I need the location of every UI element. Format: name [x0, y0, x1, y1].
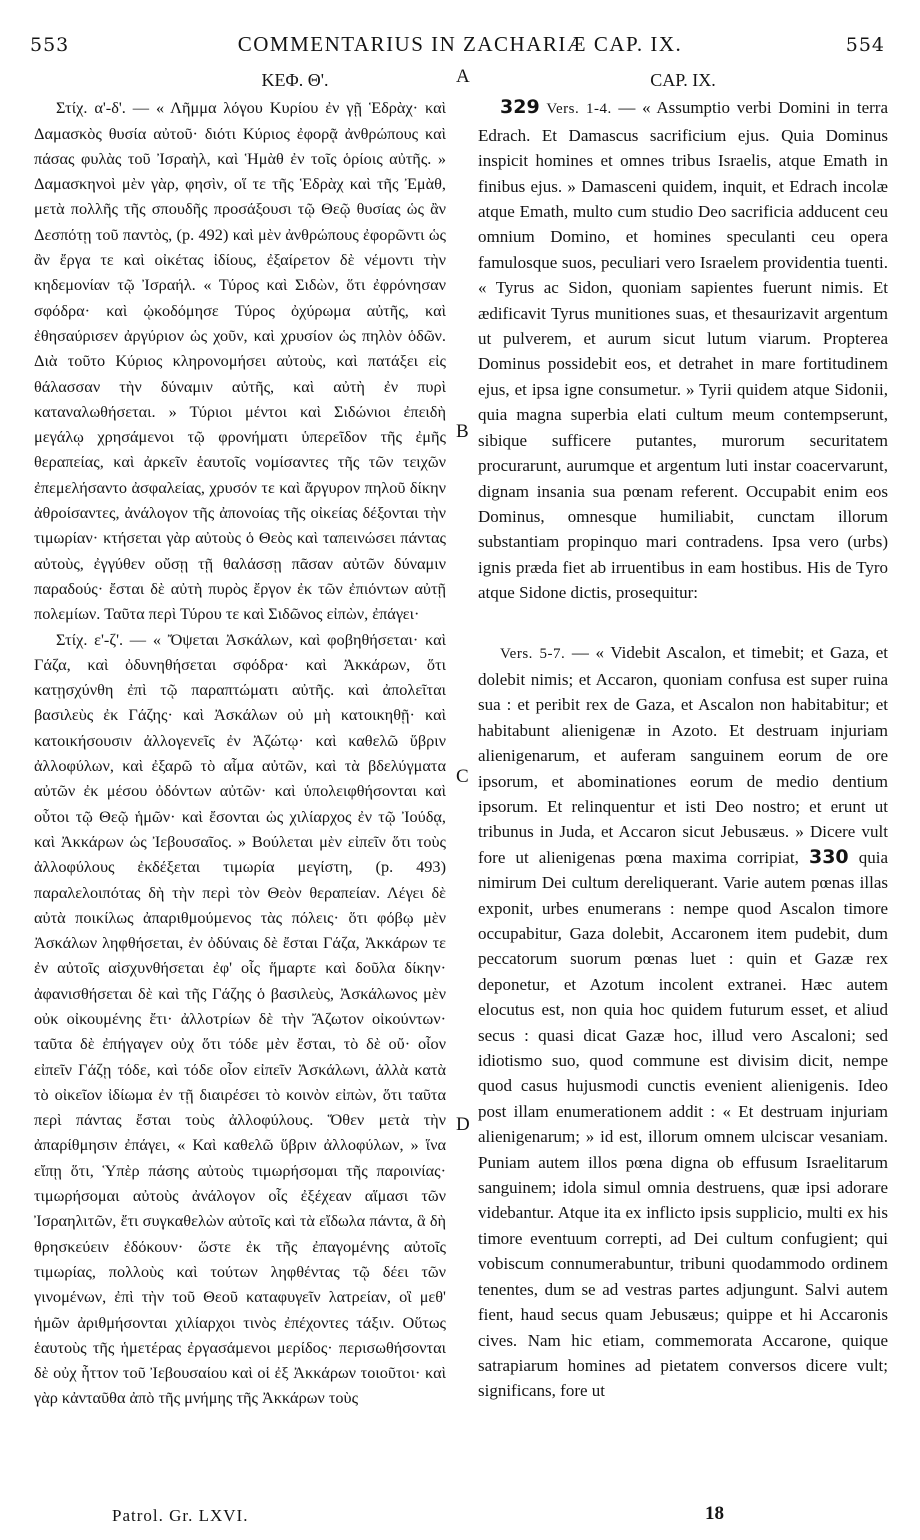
page-header: [0, 30, 920, 60]
margin-marker-c: C: [456, 766, 469, 787]
latin-text-1: — « Assumptio verbi Domini in terra Edrach. Et Damascus sacrificium ejus. Quia Dominus inspicit homines et omnes tribus Israelis, atque Emath in finibus ejus. » Damasceni quidem, inquit, et Edrach incolæ atque Emath, multo cum studio Deo sacrificia adducent ceu omnium Domino, et homines speculanti ceu opera famulosque suos, peculiari vero Israelem providentia tuenti. « Tyrus ac Sidon, quoniam sapientes fuerunt nimis. Et ædificavit Tyrus munitiones suas, et thesaurizavit argentum ut pulverem, et aurum sicut lutum viarum. Propterea Dominus possidebit eos, et detrahet in mare fortitudinem ejus, et ipsa igne consumetur. » Tyrii quidem atque Sidonii, quia magna superbia elati cultum meum contempserunt, sibique sufficere putantes, murorum securitatem procurarunt, aurumque et argentum luti instar coacervarunt, dignam insania sua pœnam referent. Occupabit enim eos Dominus, omnesque humiliabit, cunctam illorum substantiam propinquo mari contradens. Ipsa vero (urbs) ignis præda fiet ab irruentibus in eam hostibus. His de Tyro atque Sidone dictis, prosequitur:: [478, 98, 888, 603]
latin-chapter-heading: CAP. IX.: [650, 70, 716, 90]
footer-signature: 18: [705, 1503, 724, 1524]
latin-text-2a: — « Videbit Ascalon, et timebit; et Gaza, et dolebit nimis; et Accaron, quoniam confusa est super ruina sua : et peribit rex de Gaza, et Ascalon non habitabitur; et habitabunt alienigenæ in Azoto. Et destruam injuriam alienigenarum, et auferam sanguinem eorum de ore ipsorum, et abominationes eorum de medio dentium ipsorum. Et relinquentur et isti Deo nostro; et erunt ut tribunus in Juda, et Accaron sicut Jebusæus. » Dicere vult fore ut alienigenas pœna maxima corripiat,: [478, 642, 888, 867]
latin-paragraph-2: [478, 640, 888, 1404]
latin-paragraph-1: [478, 95, 888, 605]
greek-paragraph-2: Στίχ. ε'-ζ'. — « Ὄψεται Ἀσκάλων, καὶ φοβηθήσεται· καὶ Γάζα, καὶ ὀδυνηθήσεται σφόδρα· καὶ Ἀκκάρων, ὅτι κατῃσχύνθη ἐπὶ τῷ παραπτώματι αὐτῆς. καὶ ἀπολεῖται βασιλεὺς ἐκ Γάζης· καὶ Ἀσκάλων οὐ μὴ κατοικηθῇ· καὶ κατοικήσουσιν ἀλλογενεῖς ἐν Ἀζώτῳ· καὶ καθελῶ ὕβριν ἀλλοφύλων, καὶ ἐξαρῶ τὸ αἷμα αὐτῶν, καὶ τὰ βδελύγματα αὐτῶν ἐκ μέσου ὀδόντων αὐτῶν· καὶ ὑπολειφθήσονται καὶ οὗτοι τῷ Θεῷ ἡμῶν· καὶ ἔσονται ὡς χιλίαρχος ἐν τῷ Ἰούδᾳ, καὶ Ἀκκάρων ὡς Ἰεβουσαῖος. » Βούλεται μὲν εἰπεῖν ὅτι τοὺς ἀλλοφύλους ἐκδέξεται τιμωρία μεγίστη, (p. 493) παραλελοιπότας δὴ τὴν περὶ τὸν Θεὸν θεραπείαν. Λέγει δὲ αὐτὰ ποικίλως ἀπαριθμούμενος τὰς πόλεις· ὅτι φόβῳ μὲν Ἀσκάλων ληφθήσεται, ἐν ὀδύναις δὲ ἔσται Γάζα, Ἀκκάρων τε ἐν αὐτοῖς αἰσχυνθήσεται ἐφ' οἷς ἥμαρτε καὶ δοῦλα δίκην· ἀφανισθήσεται δὲ καὶ τῆς Γάζης ὁ βασιλεὺς, Ἀσκάλωνος μὲν οὐκ οἰκουμένης ἔτι· ἀλλοτρίων δὲ τὴν Ἄζωτον οἰκούντων· ταῦτα δὲ ἐπήγαγεν οὐχ ὅτι τόδε μὲν ἔσται, τὸ δὲ οὔ· οἷον εἰπεῖν Γάζῃ τόδε, καὶ τόδε οἷον εἰπεῖν Ἀσκάλωνι, ἀλλὰ κατὰ τὸ οἰκεῖον ἰδίωμα ἐν τῇ διαιρέσει τὸ κοινὸν εἰπὼν, ὅτι ταῦτα περὶ πάντας ἔσται τοὺς ἀλλοφύλους. Ὅθεν μετὰ τὴν ἀπαρίθμησιν ἐπάγει, « Καὶ καθελῶ ὕβριν ἀλλοφύλων, » ἵνα εἴπῃ ὅτι, Ὑπὲρ πάσης αὐτοὺς τιμωρήσομαι τῆς παροινίας· τιμωρήσομαι αὐτοὺς ἀνάλογον οἷς ἐξέχεαν αἵμασι τῶν Ἰσραηλιτῶν, ἔτι συγκαθελὼν αὐτοῖς καὶ τὰ εἴδωλα πάντα, ἃ δὴ θρησκεύειν ἐδόκουν· ὥστε ἐκ τῆς ἐπαγομένης αὐτοῖς τιμωρίας, πολλοὺς καὶ τούτων ληφθέντας τῷ δέει τῶν γινομένων, ἐπὶ τὴν τοῦ Θεοῦ καταφυγεῖν λατρείαν, οἳ μεθ' ἡμῶν ἀριθμήσονται χιλίαρχοι τινὸς ἐπέχοντες τάξιν. Οὕτως ἑαυτοὺς τῆς ἡμετέρας ἐργασάμενοι μερίδος· περισωθήσονται δὲ οὐχ ἧττον τοῦ Ἰεβουσαίου καὶ οἱ ἐξ Ἀκκάρων τοιοῦτοι· καὶ γὰρ κἀνταῦθα ἀπὸ τῆς μνήμης τῆς Ἀκκάρων τοὺς: [34, 629, 446, 1408]
verse-ref-1: Vers. 1-4.: [546, 101, 612, 118]
latin-text-2b: quia nimirum Dei cultum dereliquerant. Varie autem pœnas illas exponit, urbes enumerans : nempe quod Ascalon timore occupabitur, Gaza dolebit, Accaronem item pudebit, dum peccatorum suorum pœnas luet : quin et Gazæ rex deponetur, et Azotum incolent extranei. Hæc autem elocutus est, non quia hoc quidem futurum esset, et aliud secus : quasi dicat Gazæ hoc, illud vero Ascaloni; sed idiotismo suo, quod commune est divisim dicit, nempe quod casus hujusmodi cunctis evenient alienigenis. Ideo post illam enumerationem addit : « Et destruam injuriam alienigenarum; » id est, illorum omnem ulciscar vesaniam. Puniam autem illos pœna digna ob effusum Israelitarum sanguinem; idola simul omnia destruens, quæ ipsi adorare videbantur. Atque ita ex inflicto ipsis supplicio, multi ex his timore eventuum correpti, ad Dei cultum confugient; qui vobiscum connumerabuntur, tribuni quodammodo ordinem tenentes, dum se ad vestras partes adjungunt. Salvi autem fient, haud secus quam Jebusæus; quippe et hi Accaronis cives. Nam hic etiam, commemorata Accarone, quique satrapiarum homines ad pietatem conversos dicere vult; significans, fore ut: [478, 847, 888, 1401]
greek-column: [34, 68, 446, 1411]
margin-marker-a: A: [456, 66, 470, 87]
page-number-right: 554: [845, 34, 885, 56]
page-number-left: 553: [30, 34, 70, 56]
greek-chapter-heading: ΚΕΦ. Θ'.: [261, 70, 329, 90]
verse-ref-2: Vers. 5-7.: [500, 645, 566, 662]
margin-marker-b: B: [456, 421, 469, 442]
column-number-329: 329: [500, 96, 540, 119]
greek-paragraph-1: Στίχ. α'-δ'. — « Λῆμμα λόγου Κυρίου ἐν γῇ Ἑδρὰχ· καὶ Δαμασκὸς θυσία αὐτοῦ· διότι Κύριος ἐφορᾷ ἀνθρώπους καὶ πάσας φυλὰς τοῦ Ἰσραὴλ, καὶ Ἡμὰθ ἐν τοῖς ὁρίοις αὐτῆς. » Δαμασκηνοὶ μὲν γὰρ, φησὶν, οἵ τε τῆς Ἑδρὰχ καὶ τῆς Ἐμὰθ, μετὰ πολλῆς τῆς σπουδῆς προσάξουσι τῷ Θεῷ θυσίας ὡς ἂν Δεσπότῃ τοῦ παντὸς, (p. 492) καὶ μὲν ἀνθρώπους ἐφορῶντι ὡς ἂν ἔργα τε καὶ οἰκέτας ἰδίους, ἐξαίρετον δὲ νέμοντι τὴν κηδεμονίαν τῷ Ἰσραήλ. « Τύρος καὶ Σιδὼν, ὅτι ἐφρόνησαν σφόδρα· καὶ ᾠκοδόμησε Τύρος ὀχύρωμα αὐτῆς, καὶ ἐθησαύρισεν ἀργύριον ὡς χοῦν, καὶ χρυσίον ὡς πηλὸν ὁδῶν. Διὰ τοῦτο Κύριος κληρονομήσει αὐτοὺς, καὶ πατάξει εἰς θάλασσαν τὴν δύναμιν αὐτῆς, καὶ αὐτὴ ἐν πυρὶ καταναλωθήσεται. » Τύριοι μέντοι καὶ Σιδώνιοι ἐπειδὴ μεγάλῳ χρησάμενοι τῷ φρονήματι ὑπερεῖδον τῆς ἐμῆς θεραπείας, καὶ ἀρκεῖν ἑαυτοῖς νομίσαντες τῆς τῶν τειχῶν ἐπεμελήσαντο ἀσφαλείας, χρυσόν τε καὶ ἄργυρον πηλοῦ δίκην ἀθροίσαντες, ἀνάλογον τῆς ἀπονοίας τῆς οἰκείας δέξονται τὴν τιμωρίαν· κτήσεται γὰρ αὐτοὺς ὁ Θεὸς καὶ ταπεινώσει πάντας αὐτοὺς, ἐγγύθεν οὔσῃ τῇ θαλάσσῃ πᾶσαν αὐτῶν δύναμιν παραδούς· ἔσται δὲ αὐτὴ πυρὸς ἔργον ἐκ τῶν ἐπιόντων αὐτῇ πολεμίων. Ταῦτα περὶ Τύρου τε καὶ Σιδῶνος εἰπὼν, ἐπάγει·: [34, 98, 446, 624]
latin-column: [478, 68, 888, 1404]
footer-series: Patrol. Gr. LXVI.: [112, 1506, 249, 1525]
column-number-330: 330: [808, 845, 849, 868]
running-title: COMMENTARIUS IN ZACHARIÆ CAP. IX.: [237, 32, 683, 56]
margin-marker-d: D: [456, 1114, 470, 1135]
